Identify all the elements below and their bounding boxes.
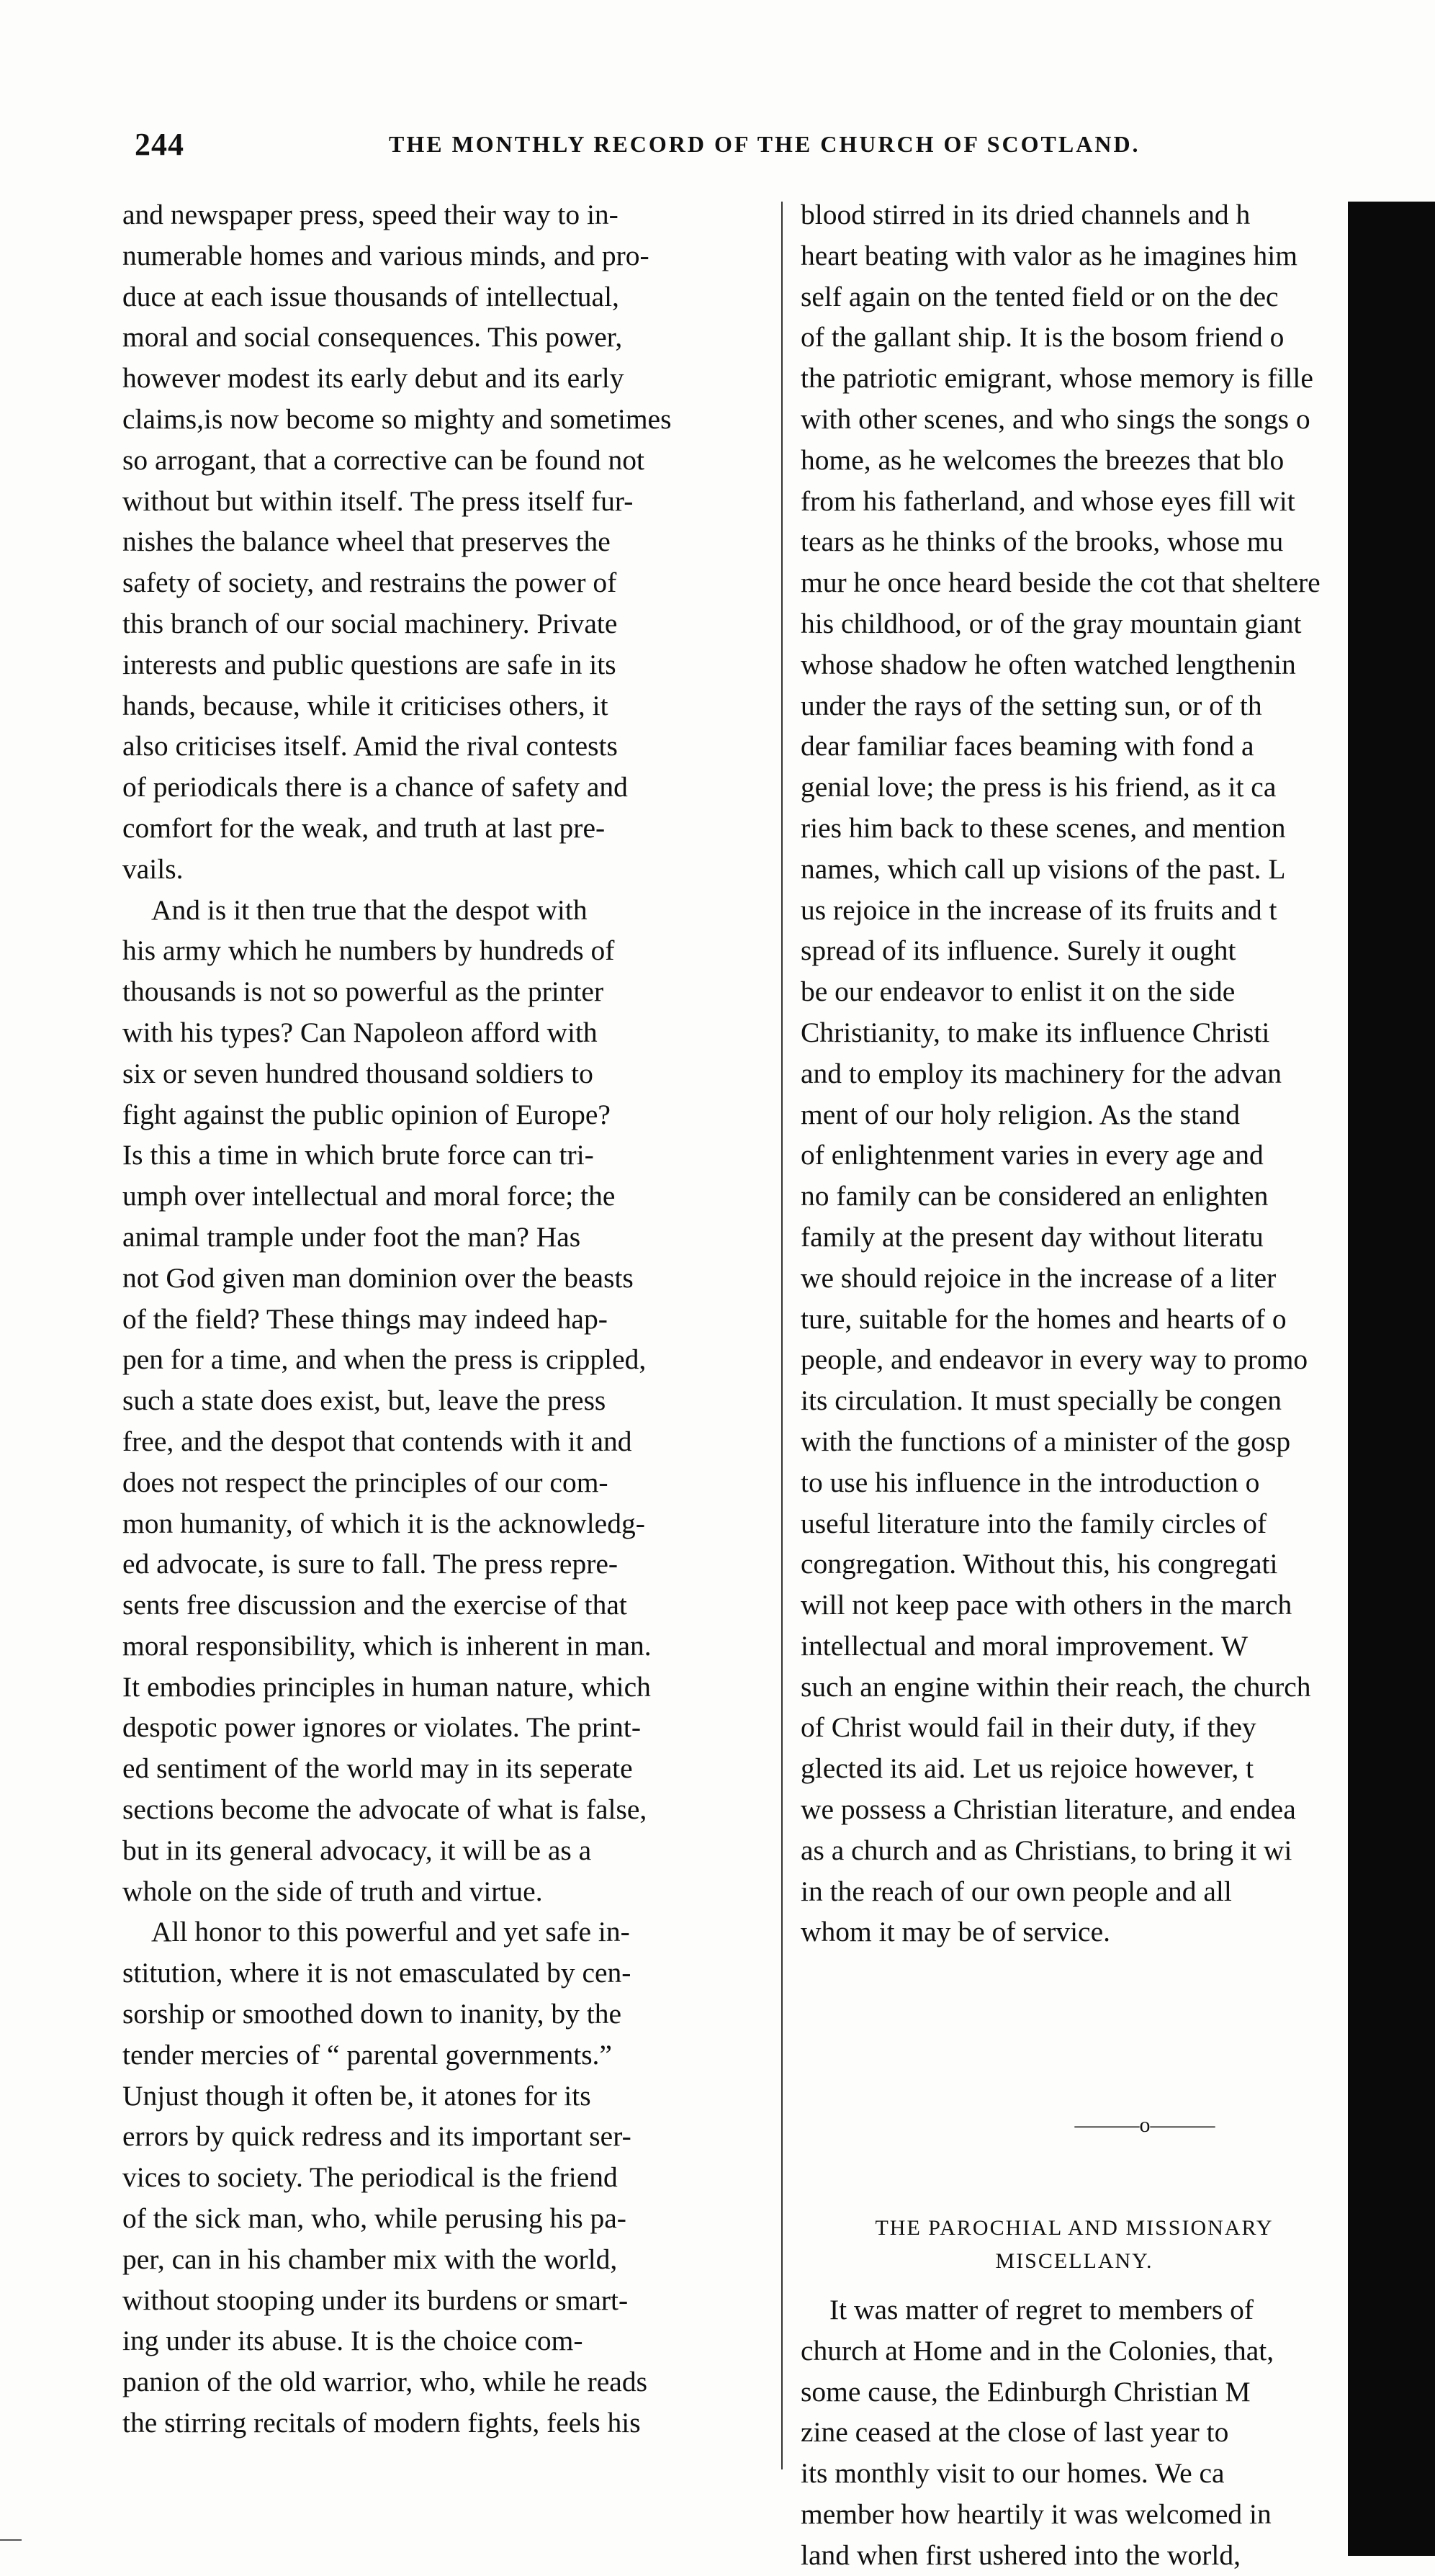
text-line: some cause, the Edinburgh Christian M bbox=[801, 2375, 1251, 2408]
text-line: Christianity, to make its influence Christi bbox=[801, 1016, 1270, 1048]
text-line: this branch of our social machinery. Private bbox=[122, 607, 618, 639]
text-line: genial love; the press is his friend, as it ca bbox=[801, 771, 1277, 803]
text-line: of the field? These things may indeed hap- bbox=[122, 1302, 608, 1335]
text-line: us rejoice in the increase of its fruits and t bbox=[801, 893, 1277, 926]
text-line: land when first ushered into the world, bbox=[801, 2539, 1241, 2571]
text-line: tender mercies of “ parental governments.” bbox=[122, 2038, 612, 2071]
text-line: congregation. Without this, his congregati bbox=[801, 1548, 1278, 1580]
text-line: we possess a Christian literature, and endea bbox=[801, 1793, 1296, 1826]
text-line: per, can in his chamber mix with the world, bbox=[122, 2243, 618, 2275]
text-line: mon humanity, of which it is the acknowledg- bbox=[122, 1507, 645, 1539]
text-line: vices to society. The periodical is the friend bbox=[122, 2161, 618, 2194]
text-line: vails. bbox=[122, 852, 184, 885]
text-line: panion of the old warrior, who, while he reads bbox=[122, 2366, 647, 2398]
text-line: without stooping under its burdens or smart- bbox=[122, 2284, 629, 2316]
text-line: whom it may be of service. bbox=[801, 1916, 1110, 1948]
text-line: All honor to this powerful and yet safe in- bbox=[151, 1916, 630, 1948]
text-line: his childhood, or of the gray mountain giant bbox=[801, 607, 1302, 639]
text-line: sections become the advocate of what is false, bbox=[122, 1793, 647, 1826]
text-line: moral responsibility, which is inherent in man. bbox=[122, 1629, 652, 1662]
text-line: errors by quick redress and its important ser- bbox=[122, 2120, 631, 2153]
text-line: interests and public questions are safe in its bbox=[122, 648, 616, 680]
text-line: thousands is not so powerful as the printer bbox=[122, 976, 604, 1008]
section-title-line-2: MISCELLANY. bbox=[995, 2249, 1153, 2273]
text-line: It was matter of regret to members of bbox=[829, 2294, 1254, 2325]
text-line: spread of its influence. Surely it ought bbox=[801, 935, 1236, 967]
text-line: but in its general advocacy, it will be as a bbox=[122, 1834, 592, 1866]
text-line: numerable homes and various minds, and pro- bbox=[122, 239, 649, 271]
text-line: such a state does exist, but, leave the press bbox=[122, 1384, 606, 1417]
text-line: does not respect the principles of our com- bbox=[122, 1466, 608, 1498]
text-line: moral and social consequences. This power, bbox=[122, 321, 623, 353]
text-line: the stirring recitals of modern fights, feels his bbox=[122, 2407, 641, 2439]
text-line: of periodicals there is a chance of safety and bbox=[122, 771, 628, 803]
page-number: 244 bbox=[135, 127, 184, 162]
text-line: ries him back to these scenes, and mention bbox=[801, 811, 1286, 844]
column-rule bbox=[781, 202, 783, 2469]
text-line: we should rejoice in the increase of a liter bbox=[801, 1261, 1277, 1294]
text-line: mur he once heard beside the cot that sheltere bbox=[801, 567, 1321, 599]
text-line: will not keep pace with others in the march bbox=[801, 1589, 1292, 1621]
text-line: It embodies principles in human nature, which bbox=[122, 1670, 651, 1703]
text-line: and to employ its machinery for the advan bbox=[801, 1057, 1282, 1089]
text-line: family at the present day without literatu bbox=[801, 1220, 1264, 1253]
right-column bbox=[801, 194, 1348, 1953]
text-line: dear familiar faces beaming with fond a bbox=[801, 730, 1254, 762]
text-line: ed sentiment of the world may in its seperate bbox=[122, 1752, 633, 1785]
text-line: with the functions of a minister of the gosp bbox=[801, 1425, 1291, 1457]
text-line: its circulation. It must specially be congen bbox=[801, 1384, 1282, 1417]
text-line: his army which he numbers by hundreds of bbox=[122, 935, 615, 967]
running-head: THE MONTHLY RECORD OF THE CHURCH OF SCOTLAND. bbox=[389, 131, 1141, 157]
text-line: of enlightenment varies in every age and bbox=[801, 1139, 1264, 1171]
text-line: heart beating with valor as he imagines him bbox=[801, 239, 1297, 271]
text-line: to use his influence in the introduction o bbox=[801, 1466, 1260, 1498]
text-line: names, which call up visions of the past. L bbox=[801, 852, 1286, 885]
text-line: the patriotic emigrant, whose memory is fille bbox=[801, 362, 1313, 395]
text-line: zine ceased at the close of last year to bbox=[801, 2416, 1229, 2449]
text-line: also criticises itself. Amid the rival contests bbox=[122, 730, 618, 762]
text-line: from his fatherland, and whose eyes fill wit bbox=[801, 485, 1295, 517]
scan-edge-mark bbox=[0, 2539, 22, 2541]
text-line: free, and the despot that contends with it and bbox=[122, 1425, 632, 1457]
text-line: blood stirred in its dried channels and h bbox=[801, 199, 1251, 230]
text-line: church at Home and in the Colonies, that, bbox=[801, 2334, 1274, 2366]
text-line: ed advocate, is sure to fall. The press repre- bbox=[122, 1548, 618, 1580]
text-line: so arrogant, that a corrective can be found not bbox=[122, 443, 644, 476]
scan-dark-margin bbox=[1348, 202, 1435, 2556]
text-line: ture, suitable for the homes and hearts of o bbox=[801, 1302, 1287, 1335]
section-body bbox=[801, 2289, 1348, 2576]
text-line: with other scenes, and who sings the songs o bbox=[801, 402, 1310, 435]
text-line: such an engine within their reach, the church bbox=[801, 1670, 1311, 1703]
text-line: under the rays of the setting sun, or of th bbox=[801, 689, 1262, 721]
text-line: nishes the balance wheel that preserves the bbox=[122, 526, 611, 558]
text-line: claims,is now become so mighty and sometimes bbox=[122, 402, 672, 435]
text-line: hands, because, while it criticises others, it bbox=[122, 689, 608, 721]
text-line: member how heartily it was welcomed in bbox=[801, 2498, 1272, 2530]
text-line: umph over intellectual and moral force; the bbox=[122, 1180, 616, 1212]
text-line: useful literature into the family circles of bbox=[801, 1507, 1267, 1539]
text-line: And is it then true that the despot with bbox=[151, 893, 588, 926]
text-line: sorship or smoothed down to inanity, by the bbox=[122, 1998, 622, 2030]
text-line: safety of society, and restrains the power of bbox=[122, 567, 617, 599]
text-line: in the reach of our own people and all bbox=[801, 1875, 1232, 1907]
text-line: people, and endeavor in every way to promo bbox=[801, 1343, 1308, 1376]
text-line: despotic power ignores or violates. The print- bbox=[122, 1711, 641, 1744]
text-line: pen for a time, and when the press is crippled, bbox=[122, 1343, 647, 1376]
section-title-line-1: THE PAROCHIAL AND MISSIONARY bbox=[875, 2216, 1274, 2240]
text-line: duce at each issue thousands of intellectual, bbox=[122, 280, 619, 312]
text-line: six or seven hundred thousand soldiers to bbox=[122, 1057, 593, 1089]
text-line: no family can be considered an enlighten bbox=[801, 1180, 1269, 1212]
text-line: ment of our holy religion. As the stand bbox=[801, 1098, 1240, 1130]
text-line: be our endeavor to enlist it on the side bbox=[801, 976, 1236, 1008]
text-line: whose shadow he often watched lengthenin bbox=[801, 648, 1296, 680]
text-line: self again on the tented field or on the dec bbox=[801, 280, 1279, 312]
text-line: comfort for the weak, and truth at last pre- bbox=[122, 811, 606, 844]
text-line: its monthly visit to our homes. We ca bbox=[801, 2457, 1225, 2490]
text-line: as a church and as Christians, to bring it wi bbox=[801, 1834, 1292, 1866]
section-divider: ———o——— bbox=[1074, 2113, 1215, 2137]
text-line: Unjust though it often be, it atones for its bbox=[122, 2079, 591, 2112]
left-column bbox=[122, 194, 792, 2444]
text-line: ing under its abuse. It is the choice com- bbox=[122, 2325, 583, 2357]
text-line: home, as he welcomes the breezes that blo bbox=[801, 443, 1285, 476]
text-line: glected its aid. Let us rejoice however, t bbox=[801, 1752, 1254, 1785]
text-line: of the gallant ship. It is the bosom friend o bbox=[801, 321, 1285, 353]
text-line: whole on the side of truth and virtue. bbox=[122, 1875, 543, 1907]
text-line: without but within itself. The press itself fur- bbox=[122, 485, 634, 517]
text-line: of the sick man, who, while perusing his pa- bbox=[122, 2202, 626, 2235]
text-line: Is this a time in which brute force can tri- bbox=[122, 1139, 594, 1171]
text-line: with his types? Can Napoleon afford with bbox=[122, 1016, 598, 1048]
text-line: intellectual and moral improvement. W bbox=[801, 1629, 1249, 1662]
text-line: fight against the public opinion of Europe? bbox=[122, 1098, 611, 1130]
text-line: tears as he thinks of the brooks, whose mu bbox=[801, 526, 1284, 558]
text-line: stitution, where it is not emasculated by cen- bbox=[122, 1957, 631, 1989]
text-line: of Christ would fail in their duty, if they bbox=[801, 1711, 1256, 1744]
text-line: sents free discussion and the exercise of that bbox=[122, 1589, 627, 1621]
text-line: animal trample under foot the man? Has bbox=[122, 1220, 581, 1253]
text-line: however modest its early debut and its early bbox=[122, 362, 624, 395]
text-line: not God given man dominion over the beasts bbox=[122, 1261, 634, 1294]
text-line: and newspaper press, speed their way to in- bbox=[122, 199, 618, 230]
